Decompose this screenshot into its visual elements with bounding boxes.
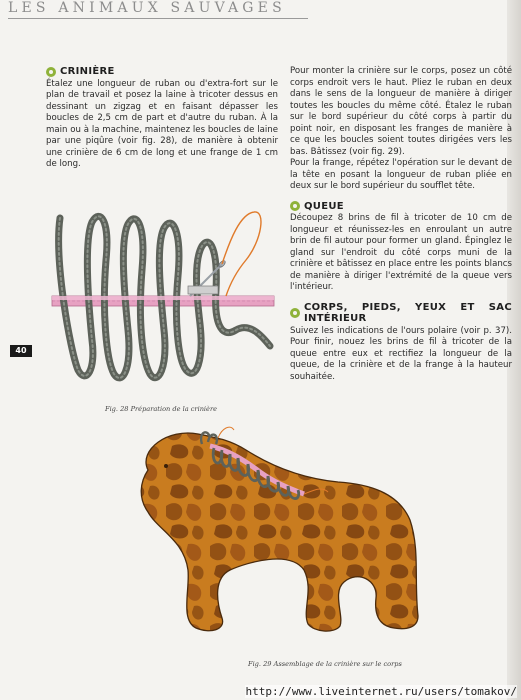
queue-paragraph: Découpez 8 brins de fil à tricoter de 10 cm de longueur et réunissez-les en enroulant un autre brin de fil autour pour former un gland. Épinglez le gland sur l'endroit du côté corps muni de la crinière et bâtissez en place entre les points blancs de manière à diriger l'extrémité de la queue vers l'intérieur. [290,213,512,292]
left-column [46,66,278,179]
frange-paragraph: Pour la frange, répétez l'opération sur le devant de la tête en posant la longueur de ruban pliée en deux sur le bord supérieur du soufflet tête. [290,158,512,191]
header-rule [8,18,308,19]
fig29-caption: Fig. 29 Assemblage de la crinière sur le corps [248,660,402,668]
thread [218,427,234,438]
heading-criniere [46,66,278,78]
heading-corps-text: CORPS, PIEDS, YEUX ET SAC INTÉRIEUR [304,301,512,324]
bullet-icon [290,201,300,211]
heading-queue [290,201,512,213]
watermark-url: http://www.liveinternet.ru/users/tomakov/ [245,685,517,698]
fig28-caption: Fig. 28 Préparation de la crinière [105,405,218,413]
running-head: LES ANIMAUX SAUVAGES [8,0,286,16]
bullet-icon [46,67,56,77]
fig28-mane-illustration [40,200,280,390]
animal-body [141,433,418,631]
eye-icon [164,464,168,468]
criniere-mount-paragraph: Pour monter la crinière sur le corps, posez un côté corps endroit vers le haut. Pliez le ruban en deux dans le sens de la longueur de manière à diriger toutes les boucles du même côté. Étalez le ruban sur le bord supérieur du côté corps à partir du point noir, en disposant les franges de manière à ce que les boucles soient toutes dirigées vers les bas. Bâtissez (voir fig. 29). [290,66,512,157]
thread [222,212,261,296]
heading-queue-text: QUEUE [304,200,344,212]
heading-corps [290,302,512,325]
right-column [290,66,512,391]
corps-paragraph: Suivez les indications de l'ours polaire (voir p. 37). Pour finir, nouez les brins de fil à tricoter de la queue entre eux et rectifiez la longueur de la queue, de la crinière et de la frange à la hauteur souhaitée. [290,325,512,382]
fig29-body-illustration [118,420,423,640]
ribbon-top [52,296,274,300]
presser-foot-icon [188,286,218,294]
heading-criniere-text: CRINIÈRE [60,66,115,77]
criniere-paragraph: Étalez une longueur de ruban ou d'extra-fort sur le plan de travail et posez la laine à tricoter dessus en dessinant un zigzag et en faisant dépasser les boucles de 2,5 cm de part et d'autre du ruban. À la main ou à la machine, maintenez les boucles de laine par une piqûre (voir fig. 28), de manière à obtenir une crinière de 6 cm de long et une frange de 1 cm de long. [46,78,278,169]
page-number: 40 [10,345,32,357]
bullet-icon [290,308,300,318]
